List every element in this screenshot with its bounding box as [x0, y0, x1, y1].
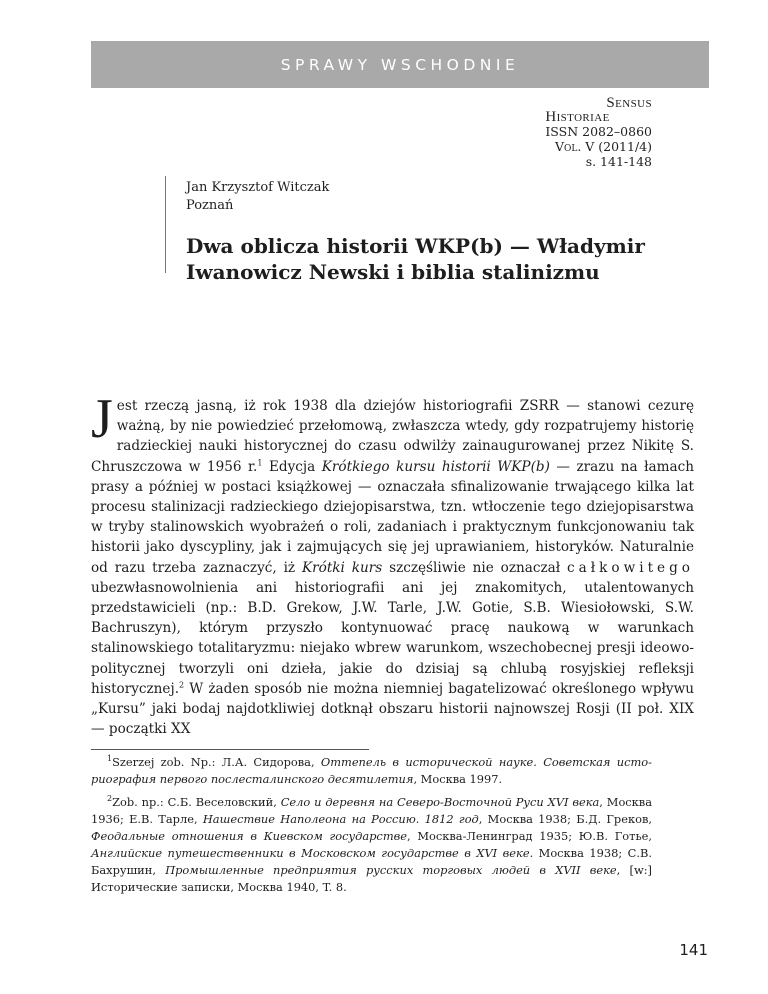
body-text-4: szczęśliwie nie oznaczał [382, 559, 568, 576]
footnote-1-text-b: , Москва 1997. [413, 772, 503, 786]
author-city: Poznań [186, 198, 234, 213]
journal-meta [545, 96, 652, 169]
footnote-2-text-b: , Москва 1936; Е.В. Тарле, [91, 795, 653, 826]
article-body [91, 388, 694, 739]
footnote-2-italic-5: Промышленные предприятия русских торговых людей в XVII веке [165, 863, 617, 877]
article-title: Dwa oblicza historii WKP(b) — Władymir Iwanowicz Newski i biblia stalinizmu [186, 234, 645, 284]
footnote-ref-1[interactable]: 1 [257, 458, 263, 468]
footnote-2-italic-4: Английские путешественники в Московском государстве в XVI веке [91, 846, 530, 860]
footnote-2-italic-1: Село и деревня на Северо-Восточной Руси XVI века [280, 795, 600, 809]
author-block [186, 179, 329, 215]
body-text-6: W żaden sposób nie można niemniej bagatelizować określonego wpływu „Kursu” jaki bodaj najdotkliwiej dotknął obszaru historii najnowszej Rosji (II poł. XIX — początki XX [91, 680, 694, 738]
footnote-2-text-f: , [w:] Исторические записки, Москва 1940, T. 8. [91, 863, 652, 894]
footnote-1-mark: 1 [107, 754, 113, 764]
footnote-2-text-a: Zob. np.: С.Б. Веселовский, [112, 795, 281, 809]
footnote-2-text-e: . Москва 1938; С.В. Бахрушин, [91, 846, 652, 877]
author-name: Jan Krzysztof Witczak [186, 180, 330, 195]
footnote-1-text-a: Szerzej zob. Np.: Л.А. Сидорова, [112, 755, 321, 769]
body-italic-2: Krótki kurs [301, 559, 383, 576]
body-text-3: — zrazu na łamach prasy a później w postaci książkowej — oznaczała sfinalizowanie trwającego kilka lat procesu stalinizacji radzieckiego dziejopisarstwa, tzn. wtłoczenie tego dziejopisarstwa w tryby stalinowskich wyobrażeń o roli, zadaniach i praktycznym funkcjonowaniu tak historii jako dyscypliny, jak i zajmujących się jej uprawianiem, historyków. Naturalnie od razu trzeba zaznaczyć, iż [91, 458, 694, 576]
footnote-2-mark: 2 [107, 794, 113, 804]
footnote-2-text-c: , Москва 1938; Б.Д. Греков, [478, 812, 652, 826]
footnote-2-italic-3: Феодальные отношения в Киевском государстве [91, 829, 407, 843]
volume: Vol. V (2011/4) [554, 139, 652, 154]
drop-cap: J [91, 388, 113, 450]
footnote-1-italic: Оттепель в исторической науке. Советская историография первого послесталинского десятилетия [91, 755, 652, 786]
body-text-2: Edycja [262, 458, 322, 475]
body-spaced-word: całkowitego [567, 559, 694, 576]
issn: ISSN 2082–0860 [545, 124, 652, 139]
footnote-rule [91, 749, 369, 750]
footnote-ref-2[interactable]: 2 [179, 680, 185, 690]
footnote-2 [91, 794, 652, 896]
page-number: 141 [679, 941, 708, 959]
footnotes [91, 754, 652, 902]
footnote-2-italic-2: Нашествие Наполеона на Россию. 1812 год [202, 812, 479, 826]
header-rule [165, 176, 166, 273]
body-text-1: est rzeczą jasną, iż rok 1938 dla dziejów historiografii ZSRR — stanowi cezurę ważną, by nie powiedzieć przełomową, zwłaszcza wtedy, gdy rozpatrujemy historię radzieckiej nauki historycznej do czasu odwilży zainaugurowanej przez Nikitę S. Chruszczowa w 1956 r. [91, 398, 694, 475]
body-italic-1: Krótkiego kursu historii WKP(b) [321, 458, 550, 475]
section-banner-label: SPRAWY WSCHODNIE [280, 55, 520, 74]
section-banner [91, 41, 709, 88]
journal-name-line2: Historiae [545, 109, 610, 125]
page-range: s. 141-148 [585, 154, 652, 169]
footnote-2-text-d: , Москва-Ленинград 1935; Ю.В. Готье, [407, 829, 653, 843]
journal-name-line1: Sensus [606, 95, 652, 111]
body-text-5: ubezwłasnowolnienia ani historiografii ani jej znakomitych, utalentowanych przedstawicieli (np.: B.D. Grekow, J.W. Tarle, J.W. Gotie, S.B. Wiesiołowski, S.W. Bachruszyn), którym przyszło kontynuować pracę naukową w warunkach stalinowskiego totalitaryzmu: niejako wbrew warunkom, wszechobecnej presji ideowo-politycznej tworzyli oni dzieła, jakie do dzisiaj są chlubą rosyjskiej refleksji historycznej. [91, 579, 694, 697]
journal-name [545, 96, 652, 124]
footnote-1 [91, 754, 652, 788]
